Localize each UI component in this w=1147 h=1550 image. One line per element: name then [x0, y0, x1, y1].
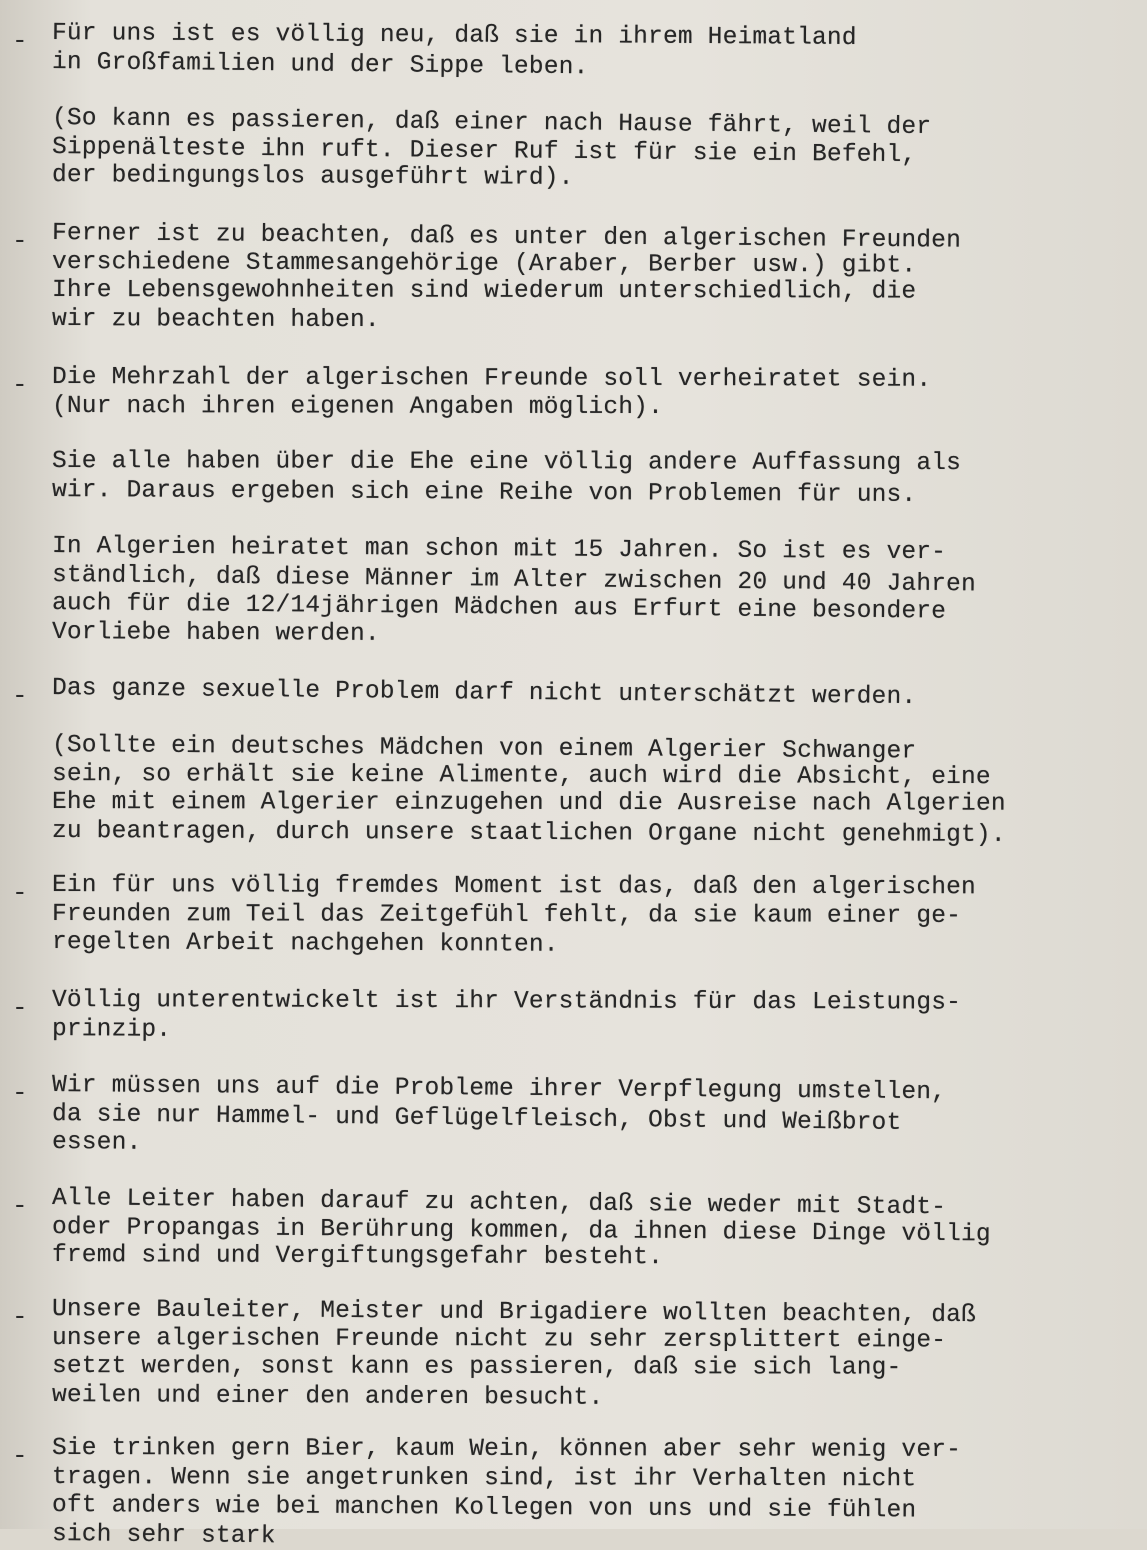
text-line: ständlich, daß diese Männer im Alter zwischen 20 und 40 Jahren — [51, 561, 977, 598]
text-line: (Sollte ein deutsches Mädchen von einem Algerier Schwanger — [51, 732, 917, 766]
text-line: prinzip. — [51, 1015, 172, 1044]
text-line: fremd sind und Vergiftungsgefahr besteht. — [51, 1242, 664, 1272]
text-line: zu beantragen, durch unsere staatlichen Organe nicht genehmigt). — [51, 817, 1006, 849]
text-line: Die Mehrzahl der algerischen Freunde soll verheiratet sein. — [51, 364, 932, 394]
text-line: setzt werden, sonst kann es passieren, daß sie sich lang- — [51, 1353, 902, 1382]
text-line: In Algerien heiratet man schon mit 15 Jahren. So ist es ver- — [51, 533, 947, 567]
text-line: wir zu beachten haben. — [51, 305, 380, 334]
text-line: Völlig unterentwickelt ist ihr Verständnis für das Leistungs- — [51, 987, 962, 1017]
list-dash: - — [12, 1441, 28, 1471]
text-line: verschiedene Stammesangehörige (Araber, Berber usw.) gibt. — [51, 248, 917, 280]
text-line: Ehe mit einem Algerier einzugehen und die Ausreise nach Algerien — [51, 789, 1006, 818]
text-line: in Großfamilien und der Sippe leben. — [51, 48, 589, 81]
text-line: Unsere Bauleiter, Meister und Brigadiere wollten beachten, daß — [51, 1296, 977, 1330]
text-line: tragen. Wenn sie angetrunken sind, ist ihr Verhalten nicht — [51, 1463, 917, 1493]
text-line: oft anders wie bei manchen Kollegen von uns und sie fühlen — [51, 1492, 917, 1525]
text-line: da sie nur Hammel- und Geflügelfleisch, Obst und Weißbrot — [51, 1100, 902, 1137]
text-line: der bedingungslos ausgeführt wird). — [51, 162, 574, 192]
list-dash: - — [12, 226, 28, 256]
text-line: Für uns ist es völlig neu, daß sie in ihrem Heimatland — [51, 20, 857, 52]
text-line: Ferner ist zu beachten, daß es unter den algerischen Freunden — [51, 220, 962, 255]
text-line: (So kann es passieren, daß einer nach Hause fährt, weil der — [51, 105, 932, 142]
text-line: essen. — [51, 1129, 142, 1157]
list-dash: - — [12, 1302, 28, 1332]
text-line: sich sehr stark — [51, 1520, 276, 1550]
text-line: regelten Arbeit nachgehen konnten. — [51, 929, 559, 959]
text-line: Ein für uns völlig fremdes Moment ist das, daß den algerischen — [51, 872, 976, 902]
text-line: auch für die 12/14jährigen Mädchen aus Erfurt eine besondere — [51, 590, 947, 626]
text-line: wir. Daraus ergeben sich eine Reihe von Problemen für uns. — [51, 476, 917, 509]
text-line: (Nur nach ihren eigenen Angaben möglich). — [51, 392, 664, 421]
text-line: Sippenälteste ihn ruft. Dieser Ruf ist für sie ein Befehl, — [51, 133, 917, 169]
text-line: sein, so erhält sie keine Alimente, auch wird die Absicht, eine — [51, 760, 991, 791]
text-line: oder Propangas in Berührung kommen, da ihnen diese Dinge völlig — [51, 1213, 991, 1248]
text-line: Vorliebe haben werden. — [51, 618, 380, 648]
text-line: Sie trinken gern Bier, kaum Wein, können aber sehr wenig ver- — [51, 1435, 962, 1464]
text-line: Das ganze sexuelle Problem darf nicht unterschätzt werden. — [51, 675, 917, 712]
list-dash: - — [12, 370, 28, 400]
text-line: Ihre Lebensgewohnheiten sind wiederum unterschiedlich, die — [51, 277, 917, 306]
list-dash: - — [12, 26, 28, 56]
text-line: Alle Leiter haben darauf zu achten, daß sie weder mit Stadt- — [51, 1185, 947, 1222]
list-dash: - — [12, 1191, 28, 1221]
text-line: unsere algerischen Freunde nicht zu sehr zersplittert einge- — [51, 1324, 947, 1354]
text-line: weilen und einer den anderen besucht. — [51, 1381, 604, 1412]
list-dash: - — [12, 993, 28, 1023]
list-dash: - — [12, 878, 28, 908]
text-line: Sie alle haben über die Ehe eine völlig andere Auffassung als — [51, 448, 962, 478]
list-dash: - — [12, 681, 28, 711]
list-dash: - — [12, 1078, 28, 1108]
text-line: Wir müssen uns auf die Probleme ihrer Verpflegung umstellen, — [51, 1072, 947, 1107]
text-line: Freunden zum Teil das Zeitgefühl fehlt, da sie kaum einer ge- — [51, 900, 962, 930]
